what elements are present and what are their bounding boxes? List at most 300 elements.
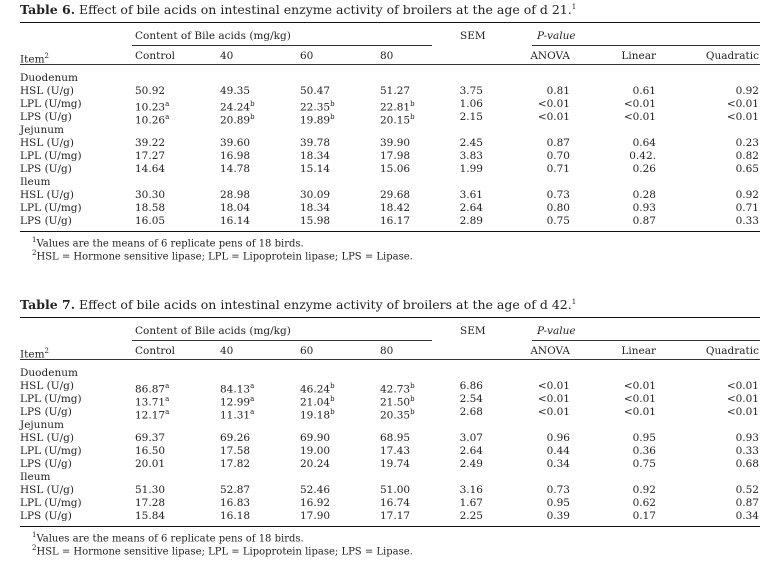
row-item: HSL (U/g): [20, 85, 74, 97]
pvalue-underline: [532, 340, 760, 341]
table-cell: [300, 510, 330, 522]
pvalue-cell: <0.01: [726, 111, 759, 123]
cell-value: 52.87: [220, 484, 251, 496]
table-cell: [220, 484, 250, 496]
cell-superscript: b: [330, 113, 335, 121]
pvalue-cell: 0.28: [632, 189, 656, 201]
row-item: LPS (U/g): [20, 215, 72, 227]
table-cell: [380, 150, 410, 162]
cell-value: 24.24: [220, 101, 251, 114]
table-cell: [135, 458, 165, 470]
pvalue-cell: <0.01: [623, 393, 656, 405]
sem-cell: 3.83: [459, 150, 483, 162]
pvalue-underline: [532, 45, 760, 46]
cell-superscript: a: [165, 113, 170, 121]
row-item: LPS (U/g): [20, 406, 72, 418]
bottom-rule: [20, 526, 760, 527]
pvalue-header: P-value: [537, 30, 576, 42]
table-cell: [135, 85, 165, 97]
row-item: LPL (U/mg): [20, 150, 82, 162]
section-name: Jejunum: [20, 419, 64, 431]
pvalue-cell: <0.01: [537, 98, 570, 110]
table-cell: [380, 432, 410, 444]
footnote: [32, 531, 304, 544]
pvalue-cell: 0.73: [546, 484, 570, 496]
cell-value: 69.26: [220, 432, 251, 444]
cell-superscript: b: [330, 382, 335, 390]
table-cell: [380, 484, 410, 496]
pvalue-cell: 0.34: [735, 510, 759, 522]
pvalue-cell: 0.44: [546, 445, 570, 457]
column-header: 80: [380, 345, 394, 357]
table-cell: [220, 202, 250, 214]
caption-text: Effect of bile acids on intestinal enzyme activity of broilers at the age of d 21.: [75, 2, 572, 17]
cell-value: 22.81: [380, 101, 411, 114]
caption-text: Effect of bile acids on intestinal enzyme activity of broilers at the age of d 42.: [75, 297, 572, 312]
item-header-sup: 2: [44, 52, 50, 60]
cell-superscript: a: [250, 382, 255, 390]
column-header: 80: [380, 50, 394, 62]
row-item: LPL (U/mg): [20, 445, 82, 457]
cell-value: 17.43: [380, 445, 411, 457]
pvalue-column-header: Quadratic: [705, 345, 759, 357]
cell-value: 51.30: [135, 484, 166, 496]
cell-superscript: b: [330, 100, 335, 108]
cell-value: 51.27: [380, 85, 411, 97]
row-item: LPL (U/mg): [20, 497, 82, 509]
section-name: Ileum: [20, 176, 51, 188]
pvalue-cell: <0.01: [537, 380, 570, 392]
table-cell: [380, 137, 410, 149]
pvalue-cell: 0.68: [735, 458, 759, 470]
table-cell: [220, 150, 250, 162]
table-cell: [135, 497, 165, 509]
pvalue-cell: <0.01: [726, 380, 759, 392]
cell-value: 84.13: [220, 383, 251, 396]
table-cell: [300, 484, 330, 496]
cell-value: 51.00: [380, 484, 411, 496]
pvalue-cell: <0.01: [726, 98, 759, 110]
pvalue-cell: 0.87: [735, 497, 759, 509]
cell-value: 12.99: [220, 396, 251, 409]
table-cell: [380, 215, 410, 227]
table-cell: [220, 85, 250, 97]
table-cell: [300, 215, 330, 227]
table-cell: [220, 445, 250, 457]
column-header: 40: [220, 345, 234, 357]
pvalue-cell: <0.01: [537, 393, 570, 405]
footnote-sup: 2: [32, 544, 37, 552]
sem-cell: 2.15: [459, 111, 483, 123]
cell-value: 16.98: [220, 150, 251, 162]
cell-value: 18.34: [300, 150, 331, 162]
table-cell: [220, 189, 250, 201]
table-cell: [380, 202, 410, 214]
pvalue-cell: 0.73: [546, 189, 570, 201]
cell-value: 20.15: [380, 114, 411, 127]
cell-value: 42.73: [380, 383, 411, 396]
table-cell: [300, 137, 330, 149]
section-name: Duodenum: [20, 72, 78, 84]
bottom-rule: [20, 231, 760, 232]
footnote: [32, 544, 413, 557]
table-cell: [220, 497, 250, 509]
pvalue-cell: <0.01: [537, 406, 570, 418]
footnote-text: Values are the means of 6 replicate pens of 18 birds.: [36, 533, 304, 545]
pvalue-cell: 0.61: [632, 85, 656, 97]
table-cell: [135, 510, 165, 522]
table-cell: [380, 189, 410, 201]
row-item: LPS (U/g): [20, 510, 72, 522]
sem-cell: 1.99: [459, 163, 483, 175]
cell-value: 30.09: [300, 189, 331, 201]
cell-value: 29.68: [380, 189, 411, 201]
caption-label: Table 7.: [20, 297, 76, 312]
cell-value: 17.58: [220, 445, 251, 457]
column-header: Control: [135, 50, 176, 62]
table-cell: [220, 137, 250, 149]
pvalue-cell: 0.93: [632, 202, 656, 214]
pvalue-cell: 0.71: [546, 163, 570, 175]
sem-cell: 2.68: [459, 406, 483, 418]
table-cell: [300, 189, 330, 201]
cell-value: 10.23: [135, 101, 166, 114]
footnote-sup: 1: [32, 236, 37, 244]
sem-cell: 2.54: [459, 393, 483, 405]
table-cell: [135, 189, 165, 201]
item-header: [20, 345, 49, 361]
row-item: HSL (U/g): [20, 189, 74, 201]
top-rule: [20, 22, 760, 23]
row-item: HSL (U/g): [20, 137, 74, 149]
cell-value: 22.35: [300, 101, 331, 114]
cell-value: 16.14: [220, 215, 251, 227]
cell-superscript: a: [165, 395, 170, 403]
footnote-text: HSL = Hormone sensitive lipase; LPL = Lipoprotein lipase; LPS = Lipase.: [36, 546, 413, 558]
table-cell: [135, 432, 165, 444]
cell-value: 18.34: [300, 202, 331, 214]
pvalue-cell: 0.34: [546, 458, 570, 470]
column-header: 60: [300, 50, 314, 62]
sem-cell: 6.86: [459, 380, 483, 392]
pvalue-cell: 0.33: [735, 445, 759, 457]
pvalue-cell: 0.95: [632, 432, 656, 444]
group-underline: [132, 340, 432, 341]
cell-value: 19.89: [300, 114, 331, 127]
cell-value: 20.35: [380, 409, 411, 422]
footnote-sup: 2: [32, 249, 37, 257]
table-cell: [300, 85, 330, 97]
item-header-sup: 2: [44, 347, 50, 355]
cell-superscript: a: [165, 100, 170, 108]
pvalue-cell: 0.93: [735, 432, 759, 444]
cell-value: 12.17: [135, 409, 166, 422]
sem-cell: 2.45: [459, 137, 483, 149]
pvalue-cell: 0.75: [546, 215, 570, 227]
sem-cell: 1.06: [459, 98, 483, 110]
caption-sup: 1: [571, 297, 577, 306]
cell-value: 10.26: [135, 114, 166, 127]
cell-value: 16.50: [135, 445, 166, 457]
table-cell: [135, 406, 169, 422]
table-cell: [220, 510, 250, 522]
sem-cell: 3.61: [459, 189, 483, 201]
cell-value: 16.05: [135, 215, 166, 227]
row-item: LPL (U/mg): [20, 202, 82, 214]
cell-value: 17.82: [220, 458, 251, 470]
header-rule: [20, 359, 760, 360]
cell-superscript: a: [250, 395, 255, 403]
pvalue-cell: 0.26: [632, 163, 656, 175]
pvalue-column-header: Linear: [621, 50, 656, 62]
cell-value: 20.01: [135, 458, 166, 470]
pvalue-cell: <0.01: [726, 406, 759, 418]
footnote-text: HSL = Hormone sensitive lipase; LPL = Lipoprotein lipase; LPS = Lipase.: [36, 251, 413, 263]
table-cell: [300, 432, 330, 444]
table-cell: [220, 406, 254, 422]
pvalue-cell: 0.65: [735, 163, 759, 175]
row-item: HSL (U/g): [20, 380, 74, 392]
cell-value: 69.90: [300, 432, 331, 444]
section-name: Jejunum: [20, 124, 64, 136]
cell-value: 17.17: [380, 510, 411, 522]
column-header: 40: [220, 50, 234, 62]
cell-value: 21.50: [380, 396, 411, 409]
table-cell: [135, 111, 169, 127]
table-cell: [380, 85, 410, 97]
table-cell: [300, 445, 330, 457]
item-header-text: Item: [20, 53, 45, 66]
cell-value: 39.22: [135, 137, 166, 149]
pvalue-cell: <0.01: [623, 406, 656, 418]
pvalue-cell: <0.01: [623, 380, 656, 392]
pvalue-cell: 0.62: [632, 497, 656, 509]
pvalue-cell: 0.39: [546, 510, 570, 522]
table-cell: [300, 458, 330, 470]
table-cell: [380, 510, 410, 522]
data-table: [20, 297, 760, 577]
sem-cell: 2.25: [459, 510, 483, 522]
pvalue-column-header: ANOVA: [530, 345, 570, 357]
cell-value: 20.89: [220, 114, 251, 127]
group-underline: [132, 45, 432, 46]
section-name: Ileum: [20, 471, 51, 483]
cell-value: 19.18: [300, 409, 331, 422]
pvalue-cell: 0.95: [546, 497, 570, 509]
pvalue-cell: 0.33: [735, 215, 759, 227]
table-cell: [220, 432, 250, 444]
cell-value: 14.78: [220, 163, 251, 175]
table-cell: [135, 202, 165, 214]
item-header: [20, 50, 49, 66]
sem-header: SEM: [460, 30, 486, 42]
table-cell: [300, 406, 335, 422]
table-cell: [135, 445, 165, 457]
pvalue-cell: 0.82: [735, 150, 759, 162]
pvalue-cell: <0.01: [726, 393, 759, 405]
cell-superscript: b: [410, 408, 415, 416]
pvalue-cell: 0.71: [735, 202, 759, 214]
table-cell: [135, 163, 165, 175]
table-cell: [300, 497, 330, 509]
cell-value: 18.42: [380, 202, 411, 214]
cell-value: 19.74: [380, 458, 411, 470]
cell-superscript: b: [410, 113, 415, 121]
row-item: HSL (U/g): [20, 484, 74, 496]
cell-superscript: b: [250, 113, 255, 121]
row-item: LPL (U/mg): [20, 98, 82, 110]
cell-value: 86.87: [135, 383, 166, 396]
cell-value: 68.95: [380, 432, 411, 444]
cell-value: 16.18: [220, 510, 251, 522]
table-cell: [380, 111, 415, 127]
cell-value: 50.92: [135, 85, 166, 97]
pvalue-cell: 0.80: [546, 202, 570, 214]
group-header: Content of Bile acids (mg/kg): [135, 30, 291, 42]
table-cell: [300, 163, 330, 175]
top-rule: [20, 317, 760, 318]
pvalue-cell: 0.75: [632, 458, 656, 470]
pvalue-cell: 0.23: [735, 137, 759, 149]
cell-value: 16.74: [380, 497, 411, 509]
pvalue-cell: 0.81: [546, 85, 570, 97]
table-cell: [380, 497, 410, 509]
pvalue-cell: 0.96: [546, 432, 570, 444]
table-cell: [220, 458, 250, 470]
caption-sup: 1: [571, 2, 577, 11]
cell-value: 15.14: [300, 163, 331, 175]
pvalue-column-header: ANOVA: [530, 50, 570, 62]
cell-value: 16.92: [300, 497, 331, 509]
cell-value: 17.90: [300, 510, 331, 522]
table-cell: [135, 484, 165, 496]
table-cell: [300, 111, 335, 127]
cell-value: 49.35: [220, 85, 251, 97]
data-table: [20, 2, 760, 282]
sem-cell: 3.16: [459, 484, 483, 496]
pvalue-cell: 0.92: [735, 85, 759, 97]
cell-superscript: b: [410, 395, 415, 403]
cell-value: 20.24: [300, 458, 331, 470]
pvalue-cell: 0.64: [632, 137, 656, 149]
sem-cell: 2.64: [459, 445, 483, 457]
cell-value: 17.28: [135, 497, 166, 509]
footnote: [32, 249, 413, 262]
sem-cell: 3.07: [459, 432, 483, 444]
cell-superscript: b: [330, 395, 335, 403]
cell-superscript: a: [250, 408, 255, 416]
pvalue-cell: 0.36: [632, 445, 656, 457]
cell-value: 16.17: [380, 215, 411, 227]
pvalue-cell: 0.92: [735, 189, 759, 201]
cell-value: 14.64: [135, 163, 166, 175]
sem-cell: 1.67: [459, 497, 483, 509]
cell-value: 18.04: [220, 202, 251, 214]
cell-value: 18.58: [135, 202, 166, 214]
cell-value: 15.06: [380, 163, 411, 175]
row-item: LPS (U/g): [20, 458, 72, 470]
sem-cell: 2.64: [459, 202, 483, 214]
pvalue-column-header: Linear: [621, 345, 656, 357]
pvalue-cell: <0.01: [623, 98, 656, 110]
pvalue-cell: <0.01: [537, 111, 570, 123]
cell-value: 39.90: [380, 137, 411, 149]
cell-value: 52.46: [300, 484, 331, 496]
row-item: LPS (U/g): [20, 163, 72, 175]
cell-value: 69.37: [135, 432, 166, 444]
cell-superscript: b: [330, 408, 335, 416]
cell-value: 15.84: [135, 510, 166, 522]
footnote-text: Values are the means of 6 replicate pens of 18 birds.: [36, 238, 304, 250]
table-caption: [20, 297, 576, 312]
pvalue-cell: 0.87: [546, 137, 570, 149]
table-cell: [380, 445, 410, 457]
table-cell: [380, 406, 415, 422]
sem-cell: 3.75: [459, 85, 483, 97]
header-rule: [20, 64, 760, 65]
column-header: Control: [135, 345, 176, 357]
row-item: LPL (U/mg): [20, 393, 82, 405]
table-cell: [135, 137, 165, 149]
row-item: HSL (U/g): [20, 432, 74, 444]
cell-value: 13.71: [135, 396, 166, 409]
cell-value: 11.31: [220, 409, 251, 422]
table-caption: [20, 2, 576, 17]
sem-header: SEM: [460, 325, 486, 337]
footnote-sup: 1: [32, 531, 37, 539]
pvalue-cell: 0.42.: [629, 150, 656, 162]
cell-value: 19.00: [300, 445, 331, 457]
cell-value: 46.24: [300, 383, 331, 396]
pvalue-cell: 0.92: [632, 484, 656, 496]
cell-superscript: a: [165, 408, 170, 416]
item-header-text: Item: [20, 348, 45, 361]
cell-superscript: b: [410, 382, 415, 390]
pvalue-cell: <0.01: [623, 111, 656, 123]
row-item: LPS (U/g): [20, 111, 72, 123]
cell-superscript: b: [410, 100, 415, 108]
table-cell: [300, 150, 330, 162]
cell-value: 17.27: [135, 150, 166, 162]
table-cell: [135, 215, 165, 227]
pvalue-header: P-value: [537, 325, 576, 337]
table-cell: [220, 163, 250, 175]
cell-superscript: a: [165, 382, 170, 390]
cell-value: 17.98: [380, 150, 411, 162]
group-header: Content of Bile acids (mg/kg): [135, 325, 291, 337]
cell-value: 30.30: [135, 189, 166, 201]
cell-value: 28.98: [220, 189, 251, 201]
table-cell: [220, 215, 250, 227]
sem-cell: 2.89: [459, 215, 483, 227]
footnote: [32, 236, 304, 249]
cell-value: 39.78: [300, 137, 331, 149]
table-cell: [380, 458, 410, 470]
cell-value: 39.60: [220, 137, 251, 149]
cell-value: 50.47: [300, 85, 331, 97]
pvalue-cell: 0.70: [546, 150, 570, 162]
pvalue-cell: 0.17: [632, 510, 656, 522]
pvalue-column-header: Quadratic: [705, 50, 759, 62]
table-cell: [220, 111, 255, 127]
cell-value: 16.83: [220, 497, 251, 509]
cell-superscript: b: [250, 100, 255, 108]
cell-value: 21.04: [300, 396, 331, 409]
sem-cell: 2.49: [459, 458, 483, 470]
section-name: Duodenum: [20, 367, 78, 379]
cell-value: 15.98: [300, 215, 331, 227]
column-header: 60: [300, 345, 314, 357]
